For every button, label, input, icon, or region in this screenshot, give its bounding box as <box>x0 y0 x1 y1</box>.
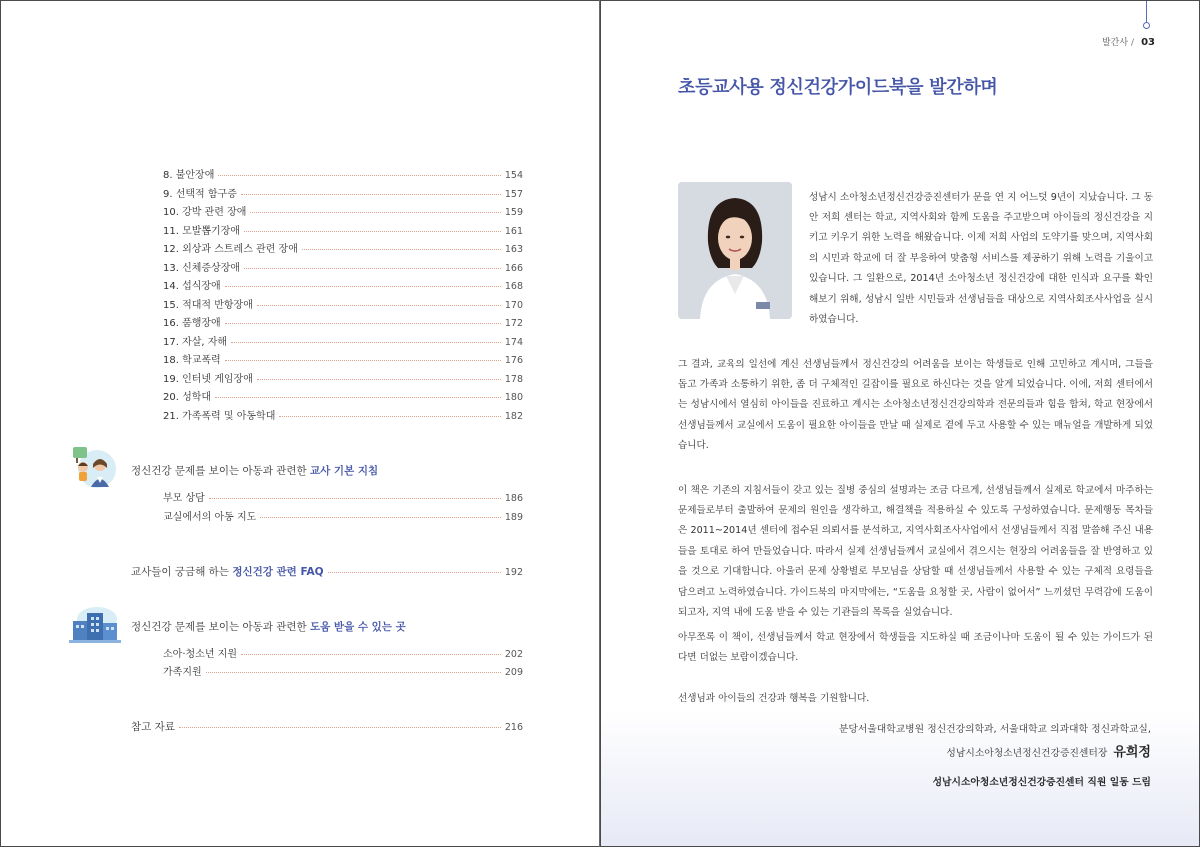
foreword-page <box>600 0 1200 847</box>
section-heading-teacher-guidelines[interactable]: 정신건강 문제를 보이는 아동과 관련한 교사 기본 지침 <box>131 465 379 477</box>
page-marker-dot <box>1143 22 1150 29</box>
toc-item[interactable]: 부모 상담 186 <box>163 493 523 504</box>
toc-item[interactable]: 8. 불안장애 154 <box>163 170 523 181</box>
body-paragraph-2: 이 책은 기존의 지침서들이 갖고 있는 질병 중심의 설명과는 조금 다르게, 선생님들께서 실제로 학교에서 마주하는 문제들로부터 출발하여 문제의 원인을 생각하고, 해결책을 적용하실 수 있도록 구성하였습니다. 문제행동 목차들은 2011~2014년 센터에 접수된 의뢰서를 분석하고, 지역사회조사사업에서 선생님들께서 직접 말씀해 주신 내용들을 토대로 하여 만들었습니다. 따라서 실제 선생님들께서 교실에서 겪으시는 현장의 어려움들을 잘 반영하고 있을 것으로 기대합니다. 아울러 문제 상황별로 부모님을 상담할 때 선생님들께서 사용할 수 있는 구체적 요령들을 담으려고 노력하였습니다. 가이드북의 마지막에는, “도움을 요청할 곳, 사람이 없어서” 느끼셨던 무력감에 도움이 되고자, 지역 내에 도움 받을 수 있는 기관들의 목록을 실었습니다. <box>678 484 1153 619</box>
body-paragraph-1: 그 결과, 교육의 일선에 계신 선생님들께서 정신건강의 어려움을 보이는 학생들로 인해 고민하고 계시며, 그들을 돕고 가족과 소통하기 위한, 좀 더 구체적인 길잡이를 필요로 하신다는 것을 알게 되었습니다. 이에, 저희 센터에서는 성남시에서 열심히 아이들을 진료하고 계시는 소아청소년정신건강의학과 전문의들과 힘을 합쳐, 학교 현장에서 선생님들께서 교실에서 도움이 필요한 아이들을 만날 때 실제로 곁에 두고 사용할 수 있는 매뉴얼을 개발하게 되었습니다. <box>678 358 1153 452</box>
buildings-icon <box>69 605 121 643</box>
page-number: 03 <box>1141 37 1155 48</box>
toc-item[interactable]: 18. 학교폭력 176 <box>163 355 523 366</box>
toc-item[interactable]: 14. 섭식장애 168 <box>163 281 523 292</box>
toc-item[interactable]: 20. 성학대 180 <box>163 392 523 403</box>
toc-item[interactable]: 10. 강박 관련 장애 159 <box>163 207 523 218</box>
toc-item[interactable]: 19. 인터넷 게임장애 178 <box>163 373 523 385</box>
author-portrait <box>678 182 792 319</box>
toc-item[interactable]: 가족지원 209 <box>163 667 523 678</box>
toc-item-references[interactable]: 참고 자료 216 <box>131 721 523 733</box>
signature-affiliation: 분당서울대학교병원 정신건강의학과, 서울대학교 의과대학 정신과학교실, <box>838 724 1151 735</box>
toc-item[interactable]: 11. 모발뽑기장애 161 <box>163 225 523 237</box>
toc-item[interactable]: 9. 선택적 함구증 157 <box>163 188 523 200</box>
section-heading-help-resources[interactable]: 정신건강 문제를 보이는 아동과 관련한 도움 받을 수 있는 곳 <box>131 621 406 633</box>
signature-name: 유희정 <box>1113 745 1151 760</box>
toc-item[interactable]: 16. 품행장애 172 <box>163 318 523 329</box>
toc-item[interactable]: 17. 자살, 자해 174 <box>163 336 523 348</box>
toc-item[interactable]: 13. 신체증상장애 166 <box>163 262 523 274</box>
teacher-child-icon <box>67 441 121 491</box>
toc-item[interactable]: 12. 외상과 스트레스 관련 장애 163 <box>163 244 523 255</box>
signature-staff: 성남시소아청소년정신건강증진센터 직원 일동 드림 <box>932 777 1151 788</box>
closing-line: 선생님과 아이들의 건강과 행복을 기원합니다. <box>678 692 870 704</box>
body-paragraph-3: 아무쪼록 이 책이, 선생님들께서 학교 현장에서 학생들을 지도하실 때 조금이나마 도움이 될 수 있는 가이드가 된다면 더없는 보람이겠습니다. <box>678 631 1153 663</box>
toc-item[interactable]: 소아·청소년 지원 202 <box>163 649 523 660</box>
toc-item[interactable]: 21. 가족폭력 및 아동학대 182 <box>163 410 523 422</box>
signature-title: 성남시소아청소년정신건강증진센터장 유희정 <box>946 745 1151 760</box>
running-header: 발간사 / 03 <box>1101 37 1155 48</box>
page-title: 초등교사용 정신건강가이드북을 발간하며 <box>678 77 998 98</box>
page-marker-line <box>1146 1 1147 23</box>
toc-item-faq[interactable]: 교사들이 궁금해 하는 정신건강 관련 FAQ 192 <box>131 566 523 578</box>
toc-item[interactable]: 15. 적대적 반항장애 170 <box>163 299 523 311</box>
toc-item[interactable]: 교실에서의 아동 지도 189 <box>163 512 523 523</box>
intro-paragraph: 성남시 소아청소년정신건강증진센터가 문을 연 지 어느덧 9년이 지났습니다. 그 동안 저희 센터는 학교, 지역사회와 함께 도움을 주고받으며 아이들의 정신건강을 지키고 키우기 위한 노력을 해왔습니다. 이제 저희 사업의 도약기를 맞으며, 지역사회의 시민과 학교에 더 잘 부응하여 맞춤형 서비스를 제공하기 위해 노력을 기울이고 있습니다. 그 일환으로, 2014년 소아청소년 정신건강에 대한 인식과 요구를 확인해보기 위해, 성남시 일반 시민들과 선생님들을 대상으로 지역사회조사사업을 실시하였습니다. <box>809 191 1153 326</box>
